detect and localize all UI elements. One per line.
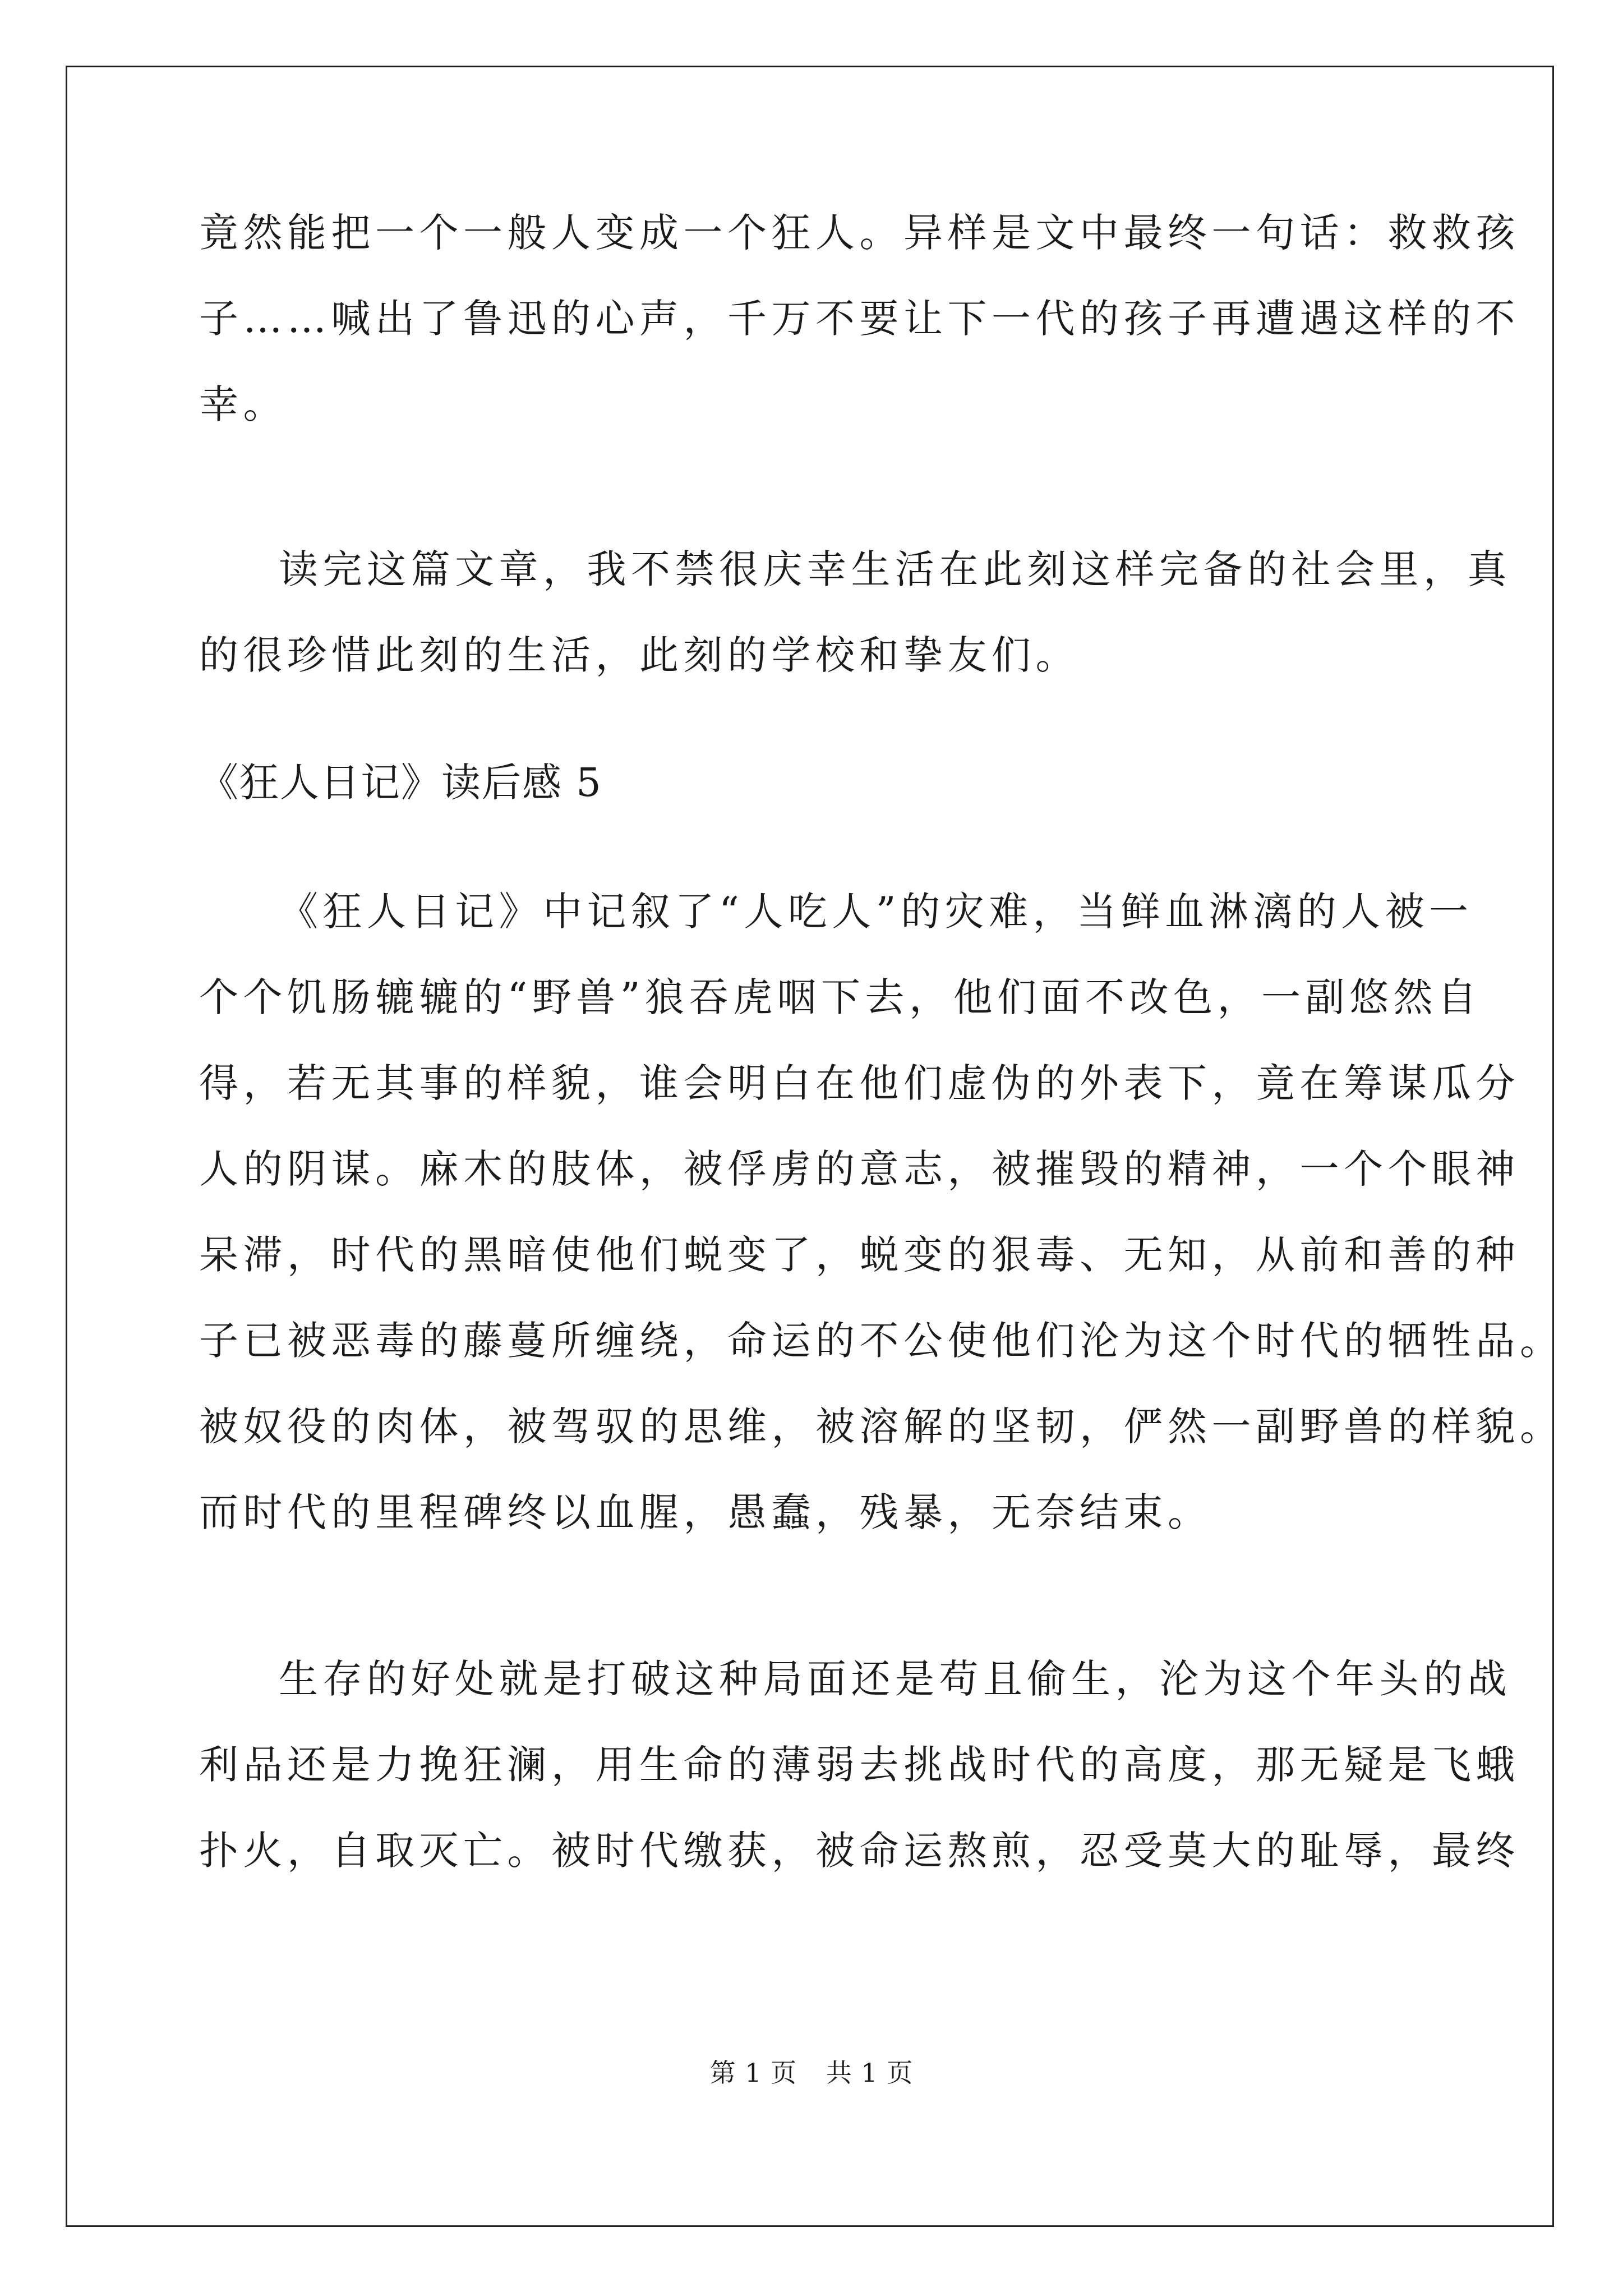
body-line: 竟然能把一个一般人变成一个狂人。异样是文中最终一句话：救救孩: [199, 210, 1520, 256]
body-line: 子已被恶毒的藤蔓所缠绕，命运的不公使他们沦为这个时代的牺牲品。: [199, 1318, 1564, 1364]
section-heading: 《狂人日记》读后感 5: [199, 760, 602, 806]
page-count: 共 1 页: [826, 2058, 914, 2088]
body-line: 扑火，自取灭亡。被时代缴获，被命运熬煎，忍受莫大的耻辱，最终: [199, 1828, 1520, 1874]
page-number: 第 1 页: [709, 2058, 797, 2088]
body-line: 呆滞，时代的黑暗使他们蜕变了，蜕变的狠毒、无知，从前和善的种: [199, 1232, 1520, 1278]
body-line: 的很珍惜此刻的生活，此刻的学校和挚友们。: [199, 632, 1080, 678]
body-line: 生存的好处就是打破这种局面还是苟且偷生，沦为这个年头的战: [279, 1656, 1511, 1702]
page-footer: [0, 2056, 1623, 2090]
body-line: 被奴役的肉体，被驾驭的思维，被溶解的坚韧，俨然一副野兽的样貌。: [199, 1404, 1564, 1450]
body-line: 利品还是力挽狂澜，用生命的薄弱去挑战时代的高度，那无疑是飞蛾: [199, 1742, 1520, 1788]
body-line: 人的阴谋。麻木的肢体，被俘虏的意志，被摧毁的精神，一个个眼神: [199, 1146, 1520, 1192]
body-line: 子……喊出了鲁迅的心声，千万不要让下一代的孩子再遭遇这样的不: [199, 296, 1520, 342]
body-line: 得，若无其事的样貌，谁会明白在他们虚伪的外表下，竟在筹谋瓜分: [199, 1060, 1520, 1106]
body-line: 幸。: [199, 381, 287, 427]
body-line: 而时代的里程碑终以血腥，愚蠢，残暴，无奈结束。: [199, 1489, 1212, 1535]
body-line: 《狂人日记》中记叙了“人吃人”的灾难，当鲜血淋漓的人被一: [279, 889, 1473, 935]
body-line: 读完这篇文章，我不禁很庆幸生活在此刻这样完备的社会里，真: [279, 546, 1511, 592]
body-line: 个个饥肠辘辘的“野兽”狼吞虎咽下去，他们面不改色，一副悠然自: [199, 974, 1482, 1020]
